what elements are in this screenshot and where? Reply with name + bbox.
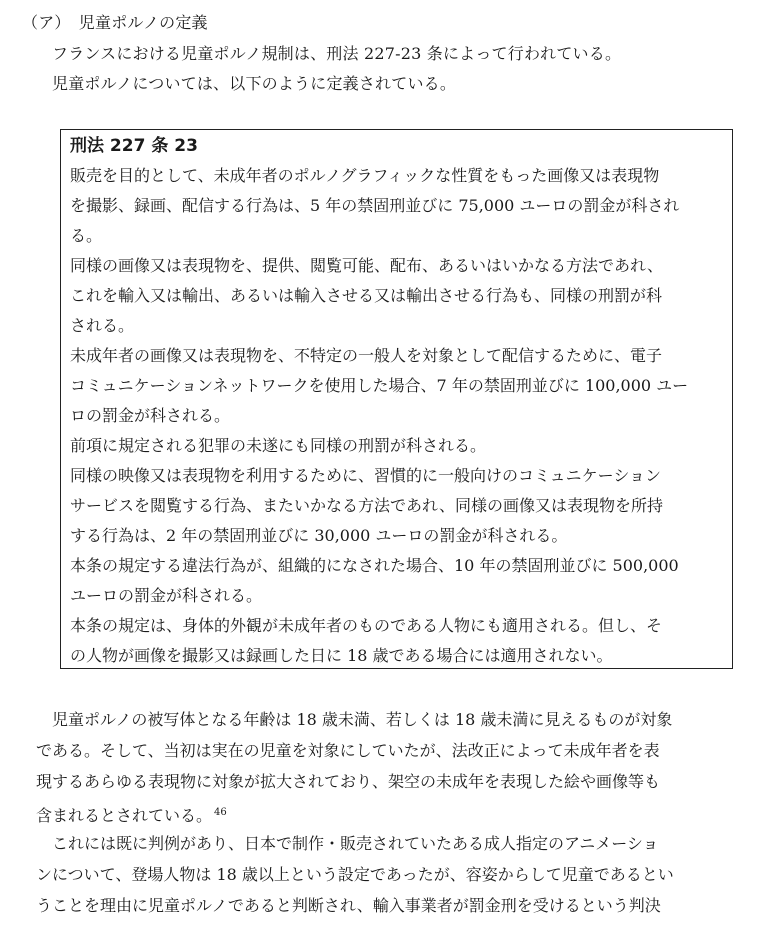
- body-line: ンについて、登場人物は 18 歳以上という設定であったが、容姿からして児童であるとい: [36, 865, 674, 884]
- law-line: 販売を目的として、未成年者のポルノグラフィックな性質をもった画像又は表現物: [70, 166, 660, 185]
- law-line: 前項に規定される犯罪の未遂にも同様の刑罰が科される。: [70, 436, 487, 455]
- footnote-reference[interactable]: 46: [214, 807, 227, 818]
- law-line: 本条の規定は、身体的外観が未成年者のものである人物にも適用される。但し、そ: [70, 616, 663, 635]
- body-line: 児童ポルノの被写体となる年齢は 18 歳未満、若しくは 18 歳未満に見えるものが対象: [36, 710, 673, 729]
- law-line: サービスを閲覧する行為、またいかなる方法であれ、同様の画像又は表現物を所持: [70, 496, 663, 515]
- section-heading: （ア） 児童ポルノの定義: [22, 13, 208, 32]
- law-line: 未成年者の画像又は表現物を、不特定の一般人を対象として配信するために、電子: [70, 346, 663, 365]
- law-line: 同様の画像又は表現物を、提供、閲覧可能、配布、あるいはいかなる方法であれ、: [70, 256, 663, 275]
- law-line: ロの罰金が科される。: [70, 406, 231, 425]
- law-line: される。: [70, 316, 135, 335]
- law-paragraph-7: [70, 611, 725, 671]
- body-line-text: 含まれるとされている。: [36, 806, 213, 825]
- body-line: これには既に判例があり、日本で制作・販売されていたある成人指定のアニメーショ: [36, 834, 659, 853]
- body-paragraph-2: [36, 828, 736, 921]
- law-line: 同様の映像又は表現物を利用するために、習慣的に一般向けのコミュニケーション: [70, 466, 662, 485]
- law-line: る。: [70, 226, 103, 245]
- law-paragraph-5: [70, 461, 725, 551]
- law-line: の人物が画像を撮影又は録画した日に 18 歳である場合には適用されない。: [70, 646, 613, 665]
- law-line: ユーロの罰金が科される。: [70, 586, 263, 605]
- law-paragraph-1: [70, 161, 725, 251]
- law-line: コミュニケーションネットワークを使用した場合、7 年の禁固刑並びに 100,000 ユー: [70, 376, 689, 395]
- body-paragraph-1: [36, 704, 736, 831]
- law-line: これを輸入又は輸出、あるいは輸入させる又は輸出させる行為も、同様の刑罰が科: [70, 286, 663, 305]
- body-line-with-footnote: [36, 797, 736, 831]
- body-line: 現するあらゆる表現物に対象が拡大されており、架空の未成年を表現した絵や画像等も: [36, 772, 661, 791]
- body-line: うことを理由に児童ポルノであると判断され、輸入事業者が罰金刑を受けるという判決: [36, 896, 661, 915]
- law-paragraph-2: [70, 251, 725, 341]
- law-line: 本条の規定する違法行為が、組織的になされた場合、10 年の禁固刑並びに 500,000: [70, 556, 679, 575]
- law-line: する行為は、2 年の禁固刑並びに 30,000 ユーロの罰金が科される。: [70, 526, 568, 545]
- intro-line-1: フランスにおける児童ポルノ規制は、刑法 227-23 条によって行われている。: [52, 44, 622, 63]
- law-paragraph-6: [70, 551, 725, 611]
- body-line: である。そして、当初は実在の児童を対象にしていたが、法改正によって未成年者を表: [36, 741, 660, 760]
- law-article-title: 刑法 227 条 23: [70, 136, 198, 156]
- law-line: を撮影、録画、配信する行為は、5 年の禁固刑並びに 75,000 ユーロの罰金が科され: [70, 196, 680, 215]
- law-article-box: [60, 129, 733, 669]
- law-paragraph-4: [70, 431, 725, 461]
- law-paragraph-3: [70, 341, 725, 431]
- intro-line-2: 児童ポルノについては、以下のように定義されている。: [52, 74, 457, 93]
